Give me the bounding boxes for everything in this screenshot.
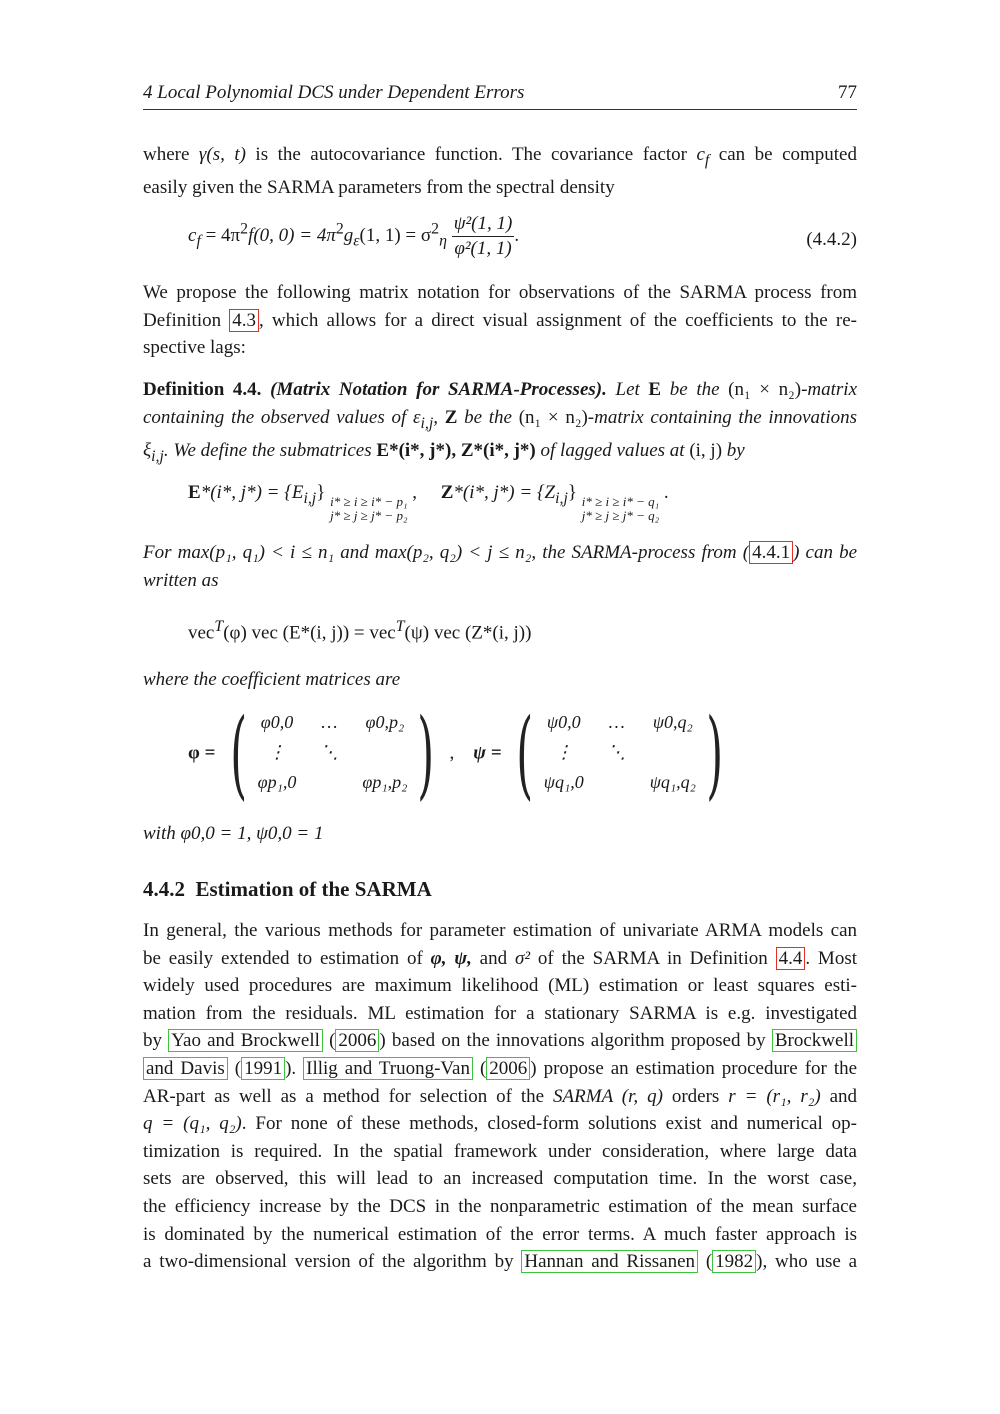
text-line: In general, the various methods for parameter estimation of univariate ARMA models can [143, 920, 857, 941]
math: ε [412, 406, 421, 428]
psi-matrix-entry: ψq₁,q₂ [649, 772, 696, 792]
phi-matrix-entry: ⋱ [320, 742, 339, 762]
index-conditions [582, 495, 659, 523]
math: Z [440, 482, 454, 503]
psi-matrix-entry: … [608, 712, 625, 732]
equation-vec [188, 618, 531, 644]
citation-year[interactable]: 2006 [486, 1057, 530, 1080]
condition: i* ≥ i ≥ i* − p₁ [330, 494, 408, 509]
section-heading [143, 877, 432, 902]
definition-title: (Matrix Notation for SARMA-Processes). [270, 379, 607, 400]
text: ). [285, 1057, 304, 1079]
equation-cf: $c_f = 4\pi^2f(0$, $0) = 4\pi^2g_\varepsilon(1$, $1) = \sigma^2_\eta$ $\frac{\text{ψ²(1, 1)}}{\text{φ²(1, 1)}}$ . [188, 213, 520, 259]
text: with [143, 823, 181, 844]
text: can be computed [709, 144, 857, 165]
math: (i, j) [689, 439, 723, 461]
text: . For none of these methods, closed-form solutions exist and numerical op- [241, 1113, 857, 1135]
math: φ0,0 = 1, ψ0,0 = 1 [180, 823, 324, 844]
psi-matrix-entry: ⋱ [607, 742, 626, 762]
condition: j* ≥ j ≥ j* − q₂ [581, 508, 660, 523]
equation-number: (4.4.2) [806, 229, 857, 250]
math: φ = [188, 742, 216, 764]
math: r = (r₁, r₂) [728, 1085, 821, 1107]
text: ( [227, 1057, 242, 1079]
math: f(0, 0) = 4π [248, 224, 336, 246]
citation-year[interactable]: 1991 [241, 1057, 285, 1080]
math: ξ [143, 439, 152, 461]
text: -matrix [801, 379, 858, 400]
math-sub: f [704, 151, 710, 169]
math: (φ) vec (E*(i, j)) = vec [223, 622, 396, 644]
math: q = (q₁, q₂) [143, 1113, 242, 1135]
math: *(i*, j*) = {Z [453, 482, 556, 503]
text-line: the efficiency increase by the DCS in the nonparametric estimation of the mean surface [143, 1195, 857, 1217]
psi-matrix-entry: ψ0,0 [546, 712, 581, 732]
text: by [143, 1030, 169, 1052]
math: , [449, 742, 455, 764]
paragraph-autocovariance [143, 141, 857, 202]
text: , the SARMA-process from ( [531, 542, 750, 563]
text: ( [698, 1251, 713, 1273]
text-line: sets are observed, this will lead to an increased computation time. In the worst case, [143, 1168, 857, 1190]
text: -matrix containing the innovations [587, 406, 858, 428]
text: . We define the submatrices [163, 439, 377, 461]
text-line: We propose the following matrix notation for observations of the SARMA process from [143, 282, 857, 303]
text-line: mation from the residuals. ML estimation for a stationary SARMA is e.g. investigated [143, 1002, 857, 1024]
phi-matrix [258, 712, 408, 796]
math: Z [444, 406, 458, 428]
text: containing the observed values of [143, 406, 413, 428]
text: orders [662, 1085, 729, 1107]
psi-matrix-entry: ψq₁,0 [543, 772, 584, 792]
paragraph-sarma-process [143, 539, 857, 594]
math: ψ = [473, 742, 502, 764]
text: be the [457, 406, 519, 428]
citation-year[interactable]: 2006 [335, 1029, 379, 1052]
phi-matrix-entry: … [321, 712, 338, 732]
paragraph-coefficient-matrices [143, 666, 857, 694]
condition: j* ≥ j ≥ j* − p₂ [330, 508, 408, 523]
link-definition-4-3[interactable]: 4.3 [229, 309, 259, 332]
text: , which allows for a direct visual assignment of the coefficients to the re- [259, 309, 857, 331]
text-line: easily given the SARMA parameters from the spectral density [143, 177, 615, 199]
phi-matrix-entry: φp₁,p₂ [362, 772, 408, 792]
text: Definition [143, 309, 230, 331]
citation-yao-brockwell[interactable]: Yao and Brockwell [168, 1029, 323, 1052]
math-sub: η [439, 232, 447, 250]
text: AR-part as well as a method for selection of the [143, 1085, 554, 1107]
psi-matrix-entry [650, 742, 696, 766]
phi-matrix-entry: φp₁,0 [257, 772, 297, 792]
text-line: written as [143, 569, 219, 591]
math-cf: c [696, 144, 705, 165]
math: max(p₂, q₂) < j ≤ n₂ [374, 542, 532, 563]
link-equation-4-4-1[interactable]: 4.4.1 [749, 541, 793, 564]
math-sup: T [395, 618, 405, 635]
text: ( [322, 1030, 336, 1052]
text-line: timization is required. In the spatial framework under consideration, where large data [143, 1140, 857, 1162]
paragraph-with [143, 820, 857, 848]
math-sub: i,j [151, 447, 164, 465]
citation-brockwell-davis[interactable]: and Davis [143, 1057, 228, 1080]
math-sub: i,j [303, 489, 317, 507]
phi-matrix-entry: ⋮ [268, 742, 286, 762]
section-number: 4.4.2 [143, 877, 185, 901]
math: φ, ψ, [430, 947, 472, 969]
math-sub: ε [353, 232, 360, 250]
math-sub: i,j [420, 414, 434, 432]
text-line: where the coefficient matrices are [143, 669, 401, 690]
citation-hannan-rissanen[interactable]: Hannan and Rissanen [521, 1250, 698, 1273]
math-sup: T [214, 618, 224, 635]
text-line: spective lags: [143, 337, 246, 359]
numerator: ψ²(1, 1) [452, 212, 515, 237]
paragraph-matrix-notation [143, 279, 857, 362]
section-title: Estimation of the SARMA [195, 877, 432, 901]
text: and [820, 1085, 858, 1107]
phi-matrix-entry: φ0,p₂ [365, 712, 405, 732]
math-gamma: γ(s, t) [198, 144, 246, 165]
text: be the [661, 379, 729, 400]
math: (n₁ × n₂) [518, 406, 588, 428]
index-conditions [330, 495, 407, 523]
psi-matrix-entry: ⋮ [554, 742, 573, 762]
psi-matrix [544, 712, 696, 796]
math-sub: i,j [555, 489, 568, 507]
math: E [648, 379, 662, 400]
math: } [316, 482, 326, 503]
chapter-title: 4 Local Polynomial DCS under Dependent Errors [143, 82, 525, 103]
math-sub: f [196, 232, 201, 250]
math: SARMA (r, q) [553, 1085, 663, 1107]
text-line: is dominated by the numerical estimation of the error terms. A much faster approach is [143, 1223, 857, 1245]
math: g [343, 224, 354, 246]
math-sup: 2 [431, 220, 440, 238]
running-header [143, 82, 857, 110]
equation-matrices [188, 698, 733, 810]
text: ), who use a [756, 1251, 858, 1273]
link-definition-4-4[interactable]: 4.4 [776, 947, 806, 970]
math: E [188, 482, 201, 503]
phi-matrix-entry: φ0,0 [260, 712, 294, 732]
text-line: widely used procedures are maximum likelihood (ML) estimation or least squares esti- [143, 975, 857, 997]
left-paren: ( [230, 698, 248, 810]
text: is the autocovariance function. The covariance factor [245, 144, 697, 165]
text: by [722, 439, 745, 461]
math: , [412, 482, 417, 503]
text: Let [615, 379, 649, 400]
right-paren: ) [417, 698, 435, 810]
text: a two-dimensional version of the algorithm by [143, 1251, 522, 1273]
text: of the SARMA in Definition [530, 947, 776, 969]
definition-4-4 [143, 376, 857, 470]
text: . Most [805, 947, 857, 969]
left-paren: ( [516, 698, 534, 810]
denominator: φ²(1, 1) [454, 238, 512, 259]
psi-matrix-entry: ψ0,q₂ [652, 712, 693, 732]
text: where [143, 144, 199, 165]
right-paren: ) [706, 698, 724, 810]
text: ) can be [793, 542, 858, 563]
text: and [334, 542, 375, 563]
psi-matrix-entry [608, 772, 626, 796]
text: be easily extended to estimation of [143, 947, 431, 969]
text: ) based on the innovations algorithm proposed by [379, 1030, 772, 1052]
math: } [567, 482, 578, 503]
citation-illig-truong-van[interactable]: Illig and Truong-Van [303, 1057, 473, 1080]
text: For [143, 542, 178, 563]
page-number: 77 [838, 82, 857, 103]
condition: i* ≥ i ≥ i* − q₁ [581, 494, 660, 509]
math: c [188, 224, 197, 246]
citation-year[interactable]: 1982 [712, 1250, 756, 1273]
text: ( [472, 1057, 487, 1079]
math: σ² [514, 947, 531, 969]
math: Z*(i*, j*) [460, 439, 536, 461]
citation-brockwell-davis[interactable]: Brockwell [772, 1029, 857, 1052]
paragraph-estimation [143, 917, 857, 1276]
math: . [663, 482, 669, 503]
math: max(p₁, q₁) < i ≤ n₁ [177, 542, 335, 563]
math: (1, 1) = σ [359, 224, 432, 246]
text: of lagged values at [535, 439, 690, 461]
text: and [471, 947, 515, 969]
equation-submatrices [188, 482, 669, 523]
math: *(i*, j*) = {E [200, 482, 304, 503]
math: vec [188, 622, 215, 644]
text: , [433, 406, 445, 428]
phi-matrix-entry [320, 772, 338, 796]
phi-matrix-entry [362, 742, 407, 766]
definition-label: Definition 4.4. [143, 379, 262, 400]
text: ) propose an estimation procedure for the [530, 1057, 858, 1079]
fraction [452, 212, 515, 261]
math: E*(i*, j*), [376, 439, 461, 461]
math: (n₁ × n₂) [728, 379, 802, 400]
math: (ψ) vec (Z*(i, j)) [404, 622, 532, 644]
math: = 4π [200, 224, 241, 246]
